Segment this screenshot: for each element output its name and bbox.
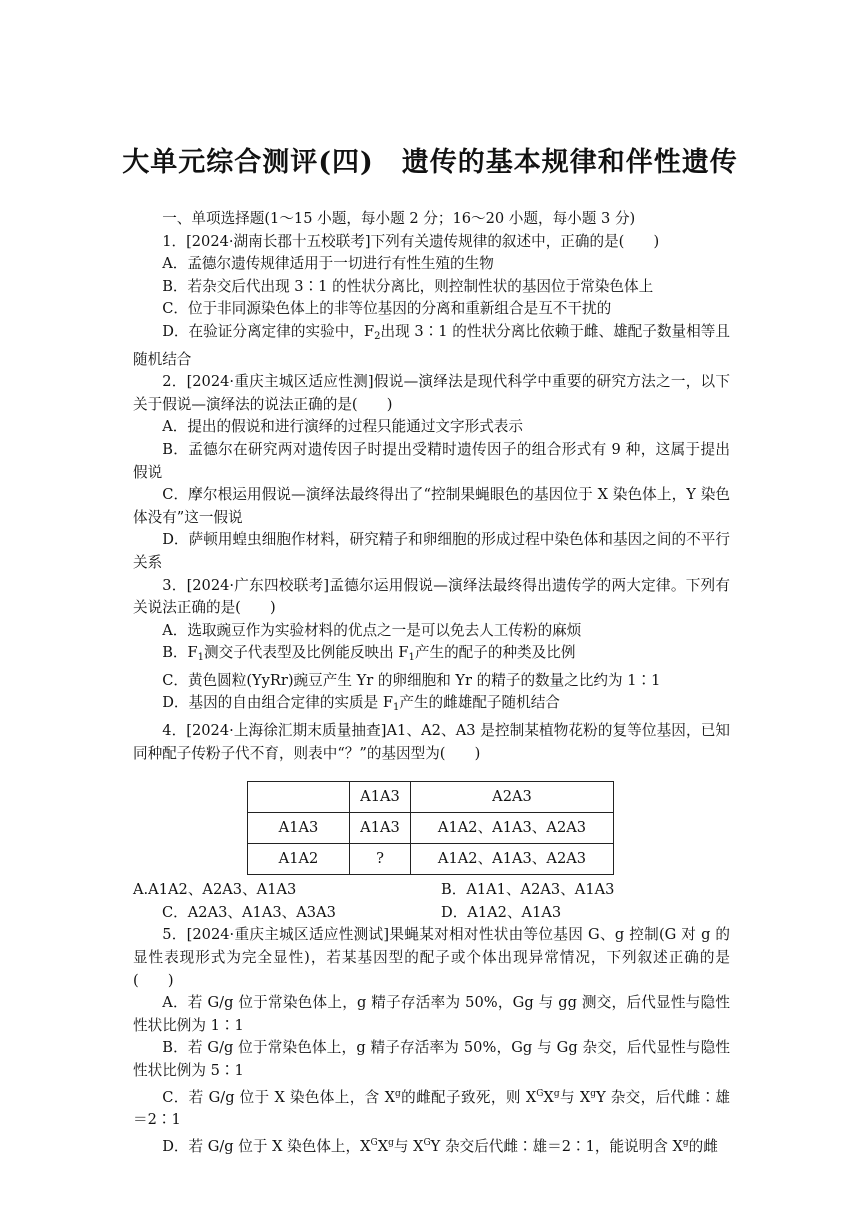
- q3-option-a: A．选取豌豆作为实验材料的优点之一是可以免去人工传粉的麻烦: [162, 621, 582, 639]
- q1-option-a: A．孟德尔遗传规律适用于一切进行有性生殖的生物: [162, 255, 494, 273]
- q4-option-a: A.A1A2、A2A3、A1A3: [133, 881, 297, 899]
- q2-option-d: D．萨顿用蝗虫细胞作材料，研究精子和卵细胞的形成过程中染色体和基因之间的不平行关系: [133, 531, 730, 571]
- q2-option-a: A．提出的假说和进行演绎的过程只能通过文字形式表示: [162, 418, 523, 436]
- table-cell: A1A2、A1A3、A2A3: [411, 844, 614, 875]
- exam-content: [133, 208, 730, 1158]
- q3-b-subscript-2: 1: [408, 652, 415, 664]
- q5-c-text-4: 与 X: [559, 1088, 591, 1106]
- table-header-cell: [248, 782, 350, 813]
- q5-option-c: [133, 1083, 730, 1132]
- q5-d-superscript: G: [370, 1137, 378, 1148]
- q4-options-row-2: [133, 902, 730, 925]
- q4-options-row-1: [133, 879, 730, 902]
- q2-stem: 2．[2024·重庆主城区适应性测]假说—演绎法是现代科学中重要的研究方法之一，以下关于假说—演绎法的说法正确的是( ): [133, 373, 730, 413]
- table-header-cell: A2A3: [411, 782, 614, 813]
- table-cell: A1A2: [248, 844, 350, 875]
- genotype-table: [247, 781, 614, 875]
- q3-option-d: [133, 692, 730, 720]
- q5-d-text-1: D．若 G/g 位于 X 染色体上，X: [162, 1137, 371, 1155]
- q5-d-text-2: X: [377, 1137, 389, 1155]
- section-heading: 一、单项选择题(1～15 小题，每小题 2 分；16～20 小题，每小题 3 分): [162, 210, 636, 227]
- q5-option-d: [133, 1132, 730, 1159]
- q3-b-text-1: B．F: [162, 644, 198, 662]
- q2-option-b: B．孟德尔在研究两对遗传因子时提出受精时遗传因子的组合形式有 9 种，这属于提出假说: [133, 440, 730, 481]
- q5-c-superscript: g: [553, 1088, 560, 1099]
- q3-d-subscript: 1: [392, 702, 400, 714]
- q4-option-d: D．A1A2、A1A3: [441, 903, 562, 921]
- table-header-cell: A1A3: [350, 782, 411, 813]
- q1-d-text-2: 出现 3∶1 的性状分离比依赖于雌、雄配子数量相等且随机结合: [133, 322, 730, 368]
- q1-option-b: B．若杂交后代出现 3∶1 的性状分离比，则控制性状的基因位于常染色体上: [162, 277, 654, 295]
- q5-option-b: B．若 G/g 位于常染色体上，g 精子存活率为 50%，Gg 与 Gg 杂交，后代显性与隐性性状比例为 5∶1: [133, 1039, 730, 1079]
- table-header-row: [248, 782, 614, 813]
- q5-c-text-5: Y 杂交，后代雌∶雄＝2∶1: [133, 1088, 731, 1129]
- q3-b-subscript-1: 1: [197, 652, 205, 664]
- table-cell: ?: [350, 844, 411, 875]
- q1-d-subscript: 2: [374, 330, 381, 342]
- q5-d-superscript: g: [682, 1137, 689, 1148]
- q2-option-c: C．摩尔根运用假说—演绎法最终得出了“控制果蝇眼色的基因位于 X 染色体上，Y 染色体没有”这一假说: [133, 486, 730, 526]
- q3-option-c: C．黄色圆粒(YyRr)豌豆产生 Yr 的卵细胞和 Yr 的精子的数量之比约为 1∶1: [162, 671, 661, 689]
- q5-c-text-2: 的雌配子致死，则 X: [400, 1088, 537, 1106]
- table-cell: A1A3: [350, 813, 411, 844]
- q5-d-text-4: Y 杂交后代雌∶雄＝2∶1，能说明含 X: [430, 1137, 683, 1155]
- q5-c-text-1: C．若 G/g 位于 X 染色体上，含 X: [162, 1088, 396, 1106]
- q1-option-d: [133, 321, 730, 371]
- q1-stem: 1．[2024·湖南长郡十五校联考]下列有关遗传规律的叙述中，正确的是( ): [162, 232, 660, 250]
- q5-d-text-3: 与 X: [393, 1137, 424, 1155]
- q5-d-superscript: G: [423, 1137, 431, 1148]
- table-row: [248, 844, 614, 875]
- q3-b-text-3: 产生的配子的种类及比例: [414, 644, 576, 662]
- q5-c-superscript: g: [590, 1088, 597, 1099]
- page-title: 大单元综合测评(四) 遗传的基本规律和伴性遗传: [122, 147, 738, 178]
- q3-option-b: [133, 642, 730, 670]
- q5-c-superscript: G: [536, 1088, 544, 1099]
- q5-c-text-3: X: [543, 1088, 554, 1106]
- q4-option-c: C．A2A3、A1A3、A3A3: [162, 903, 336, 921]
- q4-stem: 4．[2024·上海徐汇期末质量抽查]A1、A2、A3 是控制某植物花粉的复等位基因，已知同种配子传粉子代不育，则表中“？”的基因型为( ): [133, 722, 730, 762]
- q5-d-text-5: 的雌: [688, 1137, 718, 1155]
- q5-d-superscript: g: [388, 1137, 394, 1148]
- q4-option-b: B．A1A1、A2A3、A1A3: [441, 881, 615, 899]
- q5-c-superscript: g: [395, 1088, 401, 1099]
- q1-d-text-1: D．在验证分离定律的实验中，F: [162, 322, 375, 340]
- table-cell: A1A3: [248, 813, 350, 844]
- q1-option-c: C．位于非同源染色体上的非等位基因的分离和重新组合是互不干扰的: [162, 300, 612, 318]
- q5-stem: 5．[2024·重庆主城区适应性测试]果蝇某对相对性状由等位基因 G、g 控制(G 对 g 的显性表现形式为完全显性)，若某基因型的配子或个体出现异常情况，下列叙述正确的是( ): [133, 926, 730, 989]
- q3-stem: 3．[2024·广东四校联考]孟德尔运用假说—演绎法最终得出遗传学的两大定律。下列有关说法正确的是( ): [133, 576, 730, 617]
- q3-b-text-2: 测交子代表型及比例能反映出 F: [204, 644, 409, 662]
- q5-option-a: A．若 G/g 位于常染色体上，g 精子存活率为 50%，Gg 与 gg 测交，后代显性与隐性性状比例为 1∶1: [133, 994, 730, 1034]
- q3-d-text-1: D．基因的自由组合定律的实质是 F: [162, 694, 393, 712]
- q3-d-text-2: 产生的雌雄配子随机结合: [399, 694, 560, 712]
- table-cell: A1A2、A1A3、A2A3: [411, 813, 614, 844]
- table-row: [248, 813, 614, 844]
